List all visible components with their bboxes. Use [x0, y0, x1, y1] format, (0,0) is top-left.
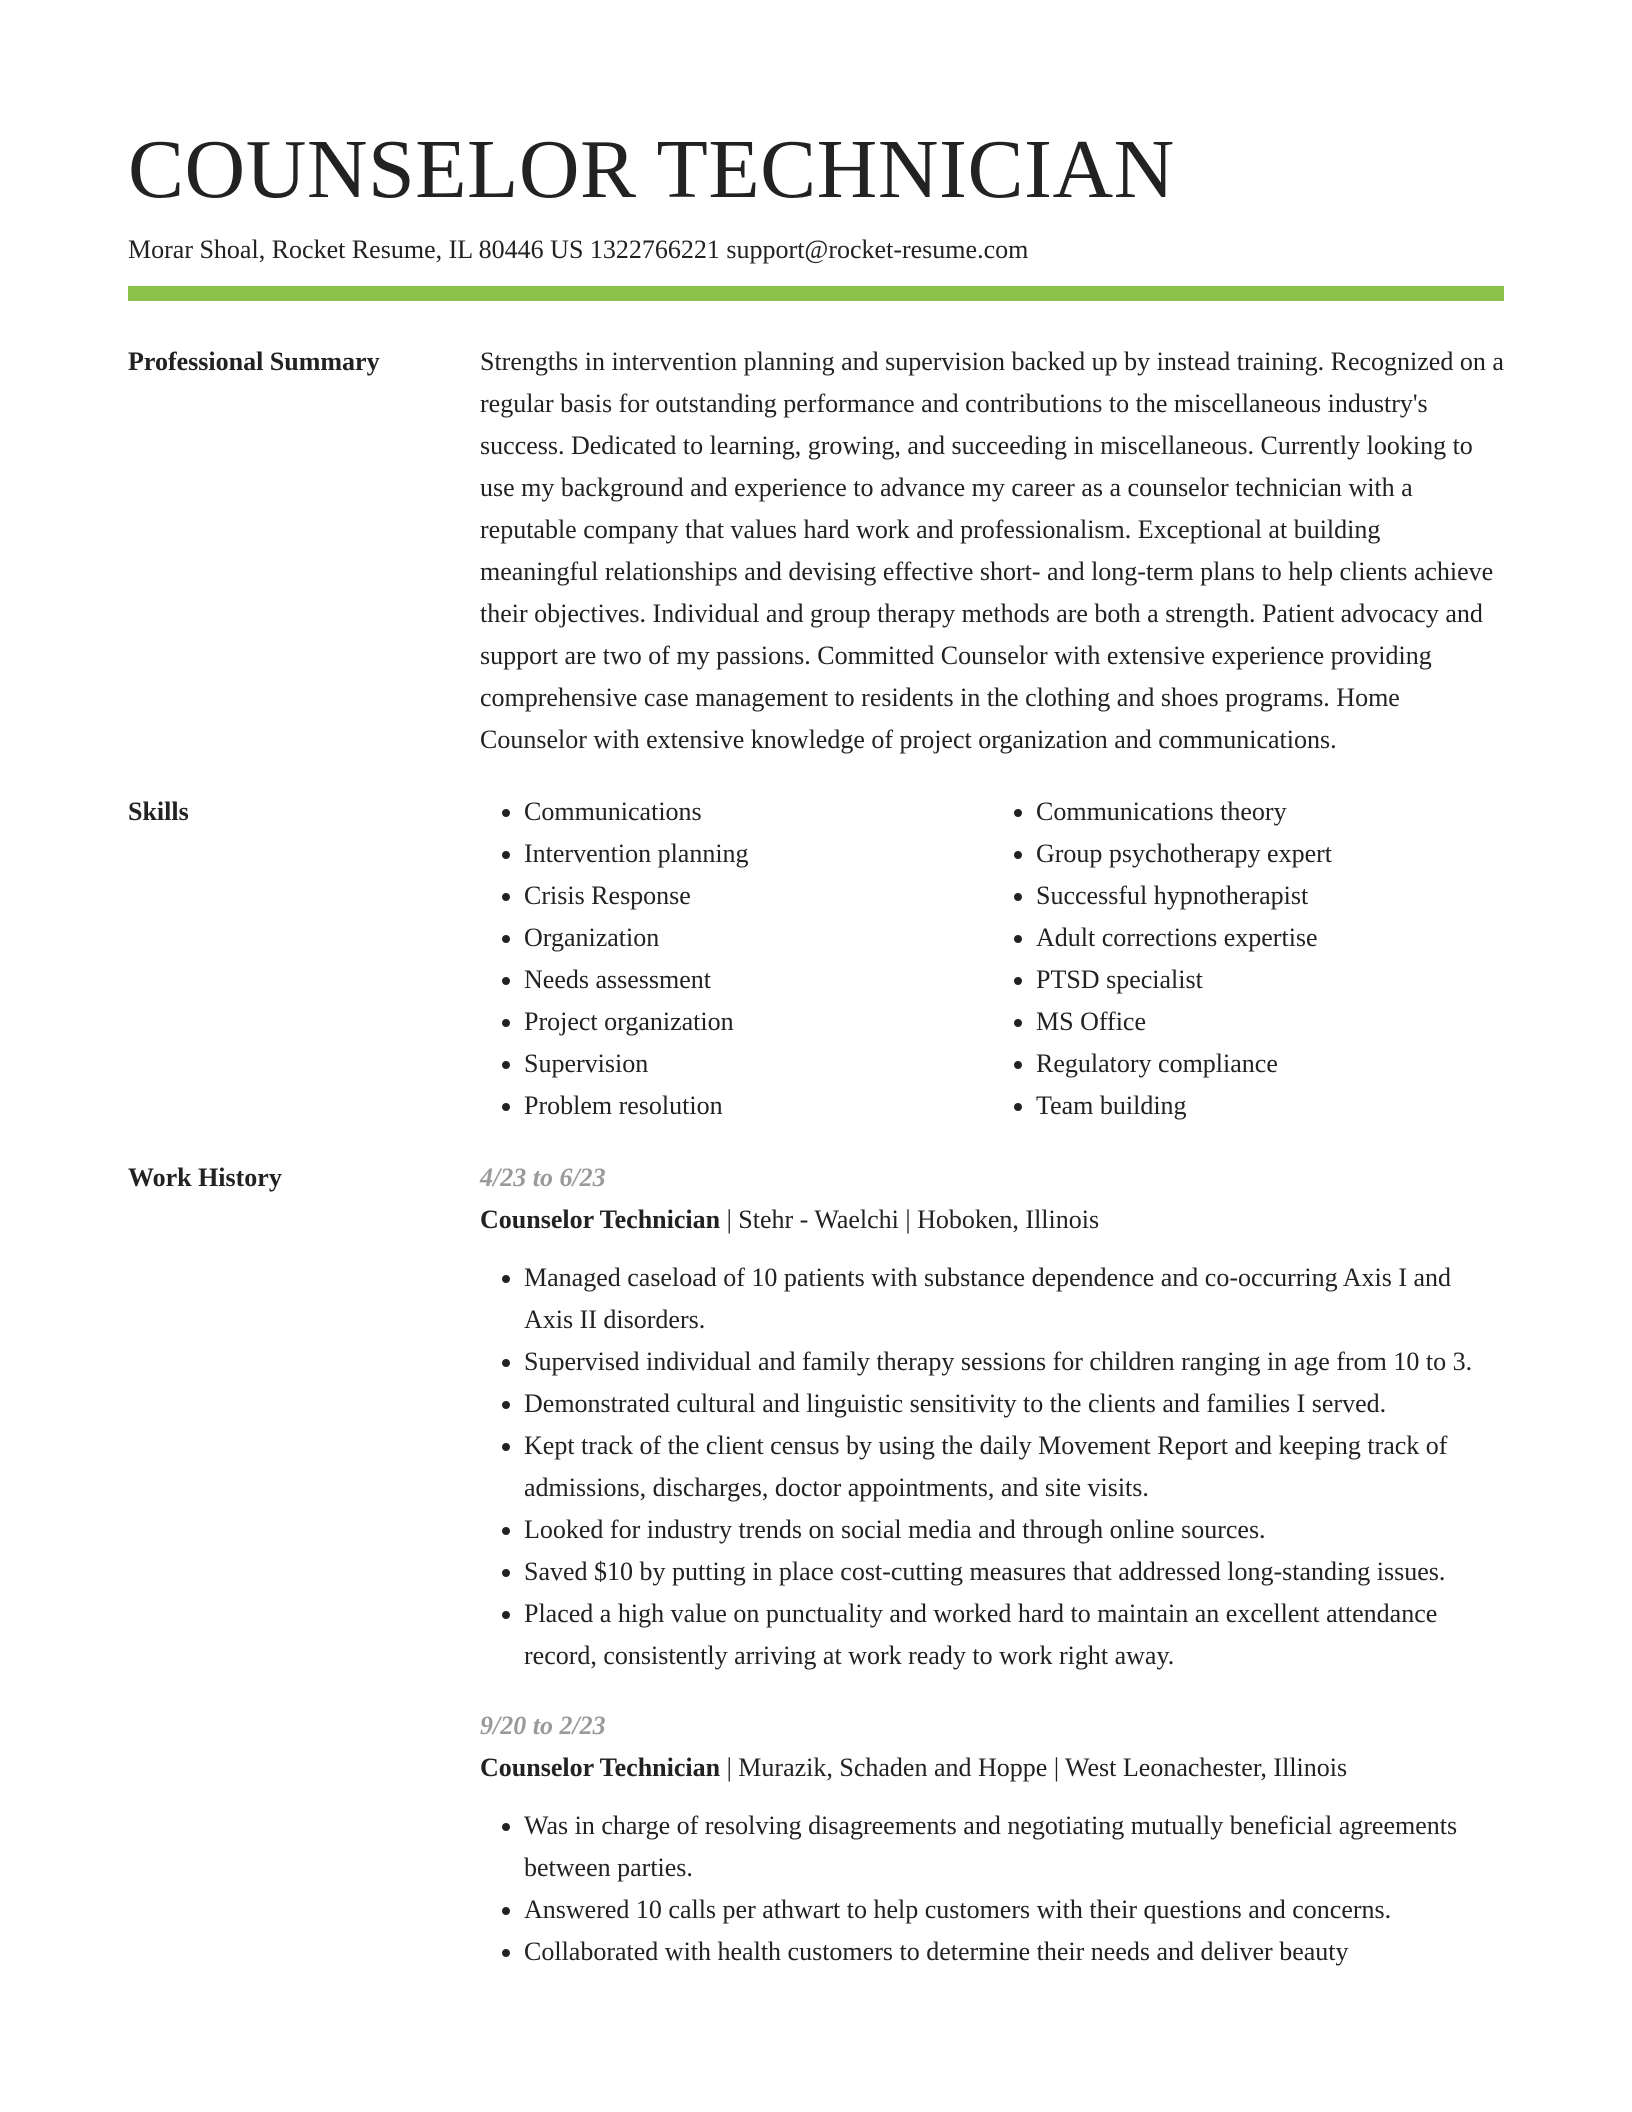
job-duty: • Placed a high value on punctuality and worked hard to maintain an excellent attendance record, consistently arriving at work ready to work right away. — [524, 1593, 1504, 1677]
resume-page — [128, 0, 1504, 2001]
summary-text: Strengths in intervention planning and supervision backed up by instead training. Recognized on a regular basis for outstanding performance and contributions to the miscellaneous industry's success. Dedicated to learning, growing, and succeeding in miscellaneous. Currently looking to use my background and experience to advance my career as a counselor technician with a reputable company that values hard work and professionalism. Exceptional at building meaningful relationships and devising effective short- and long-term plans to help clients achieve their objectives. Individual and group therapy methods are both a strength. Patient advocacy and support are two of my passions. Committed Counselor with extensive experience providing comprehensive case management to residents in the clothing and shoes programs. Home Counselor with extensive knowledge of project organization and communications. — [480, 347, 1504, 754]
skill-item: • Supervision — [524, 1043, 992, 1085]
job-duty: • Managed caseload of 10 patients with substance dependence and co-occurring Axis I and Axis II disorders. — [524, 1257, 1504, 1341]
skills-list-left — [480, 791, 992, 1127]
skill-item: • Successful hypnotherapist — [1036, 875, 1504, 917]
skill-item: • Needs assessment — [524, 959, 992, 1001]
skill-item: • Team building — [1036, 1085, 1504, 1127]
skill-item: • Group psychotherapy expert — [1036, 833, 1504, 875]
skill-item: • Project organization — [524, 1001, 992, 1043]
skill-item: • PTSD specialist — [1036, 959, 1504, 1001]
job-title: Counselor Technician — [480, 1205, 721, 1234]
skill-item: • Problem resolution — [524, 1085, 992, 1127]
job-duty: • Demonstrated cultural and linguistic sensitivity to the clients and families I served. — [524, 1383, 1504, 1425]
job-employer: | Murazik, Schaden and Hoppe | West Leonachester, Illinois — [720, 1753, 1348, 1782]
job-dates: 9/20 to 2/23 — [480, 1711, 606, 1740]
skills-list-right — [992, 791, 1504, 1127]
skill-item: • Communications theory — [1036, 791, 1504, 833]
work-history-heading: Work History — [128, 1163, 282, 1192]
skill-item: • Communications — [524, 791, 992, 833]
skill-item: • Intervention planning — [524, 833, 992, 875]
job-employer: | Stehr - Waelchi | Hoboken, Illinois — [720, 1205, 1100, 1234]
job-duty: • Saved $10 by putting in place cost-cutting measures that addressed long-standing issues. — [524, 1551, 1504, 1593]
job-heading — [480, 1747, 1504, 1789]
job-entry — [480, 1157, 1504, 1677]
job-duty: • Looked for industry trends on social media and through online sources. — [524, 1509, 1504, 1551]
contact-line: Morar Shoal, Rocket Resume, IL 80446 US 1322766221 support@rocket-resume.com — [128, 235, 1029, 264]
skill-item: • Adult corrections expertise — [1036, 917, 1504, 959]
job-duty: • Was in charge of resolving disagreements and negotiating mutually beneficial agreements between parties. — [524, 1805, 1504, 1889]
resume-title: COUNSELOR TECHNICIAN — [128, 123, 1175, 216]
skills-heading: Skills — [128, 797, 189, 826]
job-duties-list — [480, 1805, 1504, 1973]
job-title: Counselor Technician — [480, 1753, 721, 1782]
skill-item: • Crisis Response — [524, 875, 992, 917]
skill-item: • Organization — [524, 917, 992, 959]
skills-section — [128, 791, 1504, 1127]
job-dates: 4/23 to 6/23 — [480, 1163, 606, 1192]
skill-item: • MS Office — [1036, 1001, 1504, 1043]
job-heading — [480, 1199, 1504, 1241]
job-entry — [480, 1705, 1504, 1973]
work-history-section — [128, 1157, 1504, 2001]
job-duties-list — [480, 1257, 1504, 1677]
skill-item: • Regulatory compliance — [1036, 1043, 1504, 1085]
summary-section — [128, 341, 1504, 761]
job-duty: • Kept track of the client census by using the daily Movement Report and keeping track of admissions, discharges, doctor appointments, and site visits. — [524, 1425, 1504, 1509]
job-duty: • Collaborated with health customers to determine their needs and deliver beauty — [524, 1931, 1504, 1973]
summary-heading: Professional Summary — [128, 347, 380, 376]
accent-divider — [128, 286, 1504, 301]
job-duty: • Supervised individual and family therapy sessions for children ranging in age from 10 to 3. — [524, 1341, 1504, 1383]
job-duty: • Answered 10 calls per athwart to help customers with their questions and concerns. — [524, 1889, 1504, 1931]
